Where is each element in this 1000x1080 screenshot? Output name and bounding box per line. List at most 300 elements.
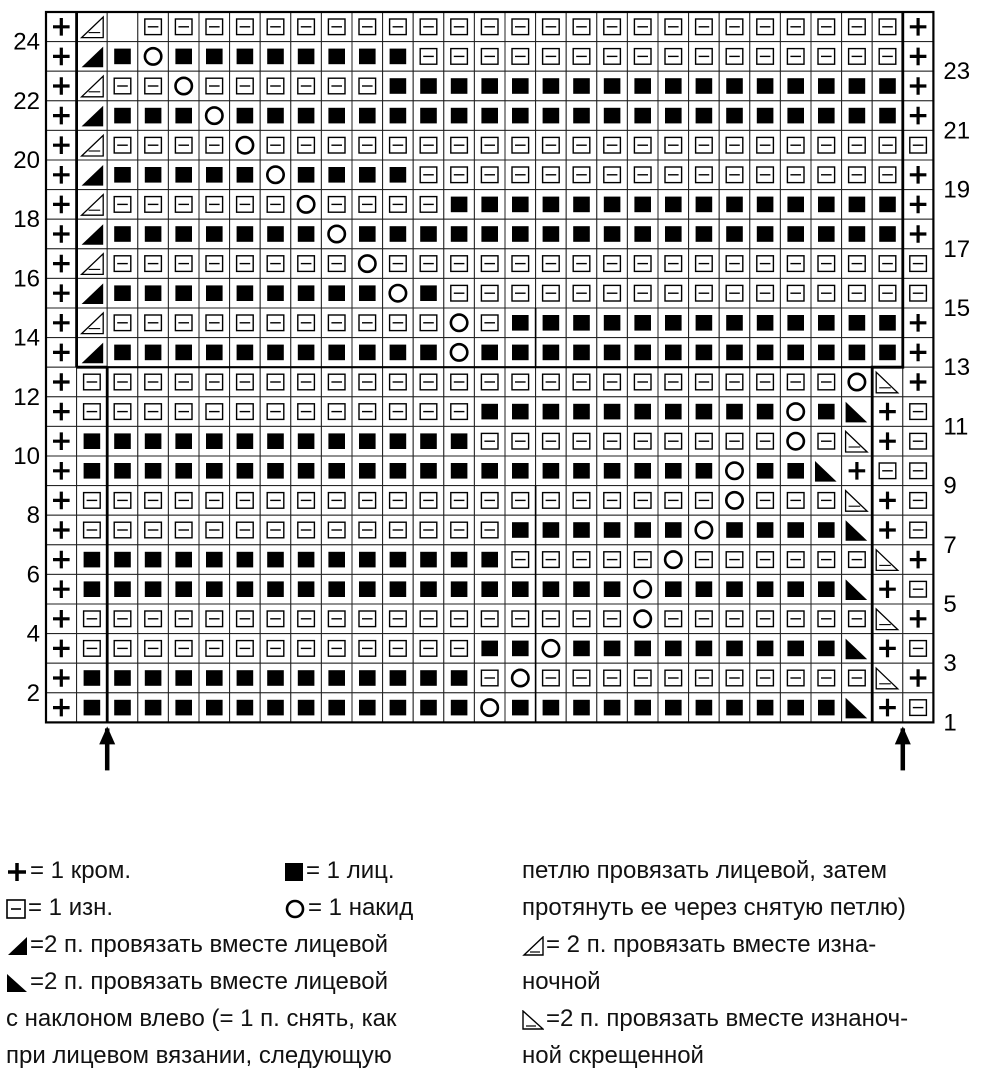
yarn-over-cell	[138, 42, 169, 72]
knit-stitch-cell	[566, 693, 597, 723]
purl-stitch-cell	[719, 12, 750, 42]
knit-stitch-cell	[597, 634, 628, 664]
purl-stitch-cell	[750, 426, 781, 456]
purl-stitch-cell	[566, 249, 597, 279]
legend-skp-text-2: с наклоном влево (= 1 п. снять, как	[6, 1005, 397, 1032]
knit-stitch-cell	[321, 456, 352, 486]
knit-stitch-cell	[566, 190, 597, 220]
knit-stitch-cell	[413, 545, 444, 575]
purl-stitch-cell	[260, 604, 291, 634]
knit-stitch-cell	[383, 219, 414, 249]
knit-stitch-cell	[719, 190, 750, 220]
knit-stitch-cell	[658, 101, 689, 131]
purl-stitch-cell	[107, 249, 138, 279]
edge-stitch-cell	[903, 308, 934, 338]
purl-stitch-cell	[413, 397, 444, 427]
knit-stitch-cell	[566, 338, 597, 368]
edge-stitch-cell	[903, 71, 934, 101]
knit-stitch-cell	[291, 219, 322, 249]
purl-stitch-cell	[352, 130, 383, 160]
purl-stitch-cell	[566, 486, 597, 516]
knit-stitch-cell	[627, 219, 658, 249]
knit-stitch-cell	[107, 663, 138, 693]
knit-stitch-cell	[750, 397, 781, 427]
purl-stitch-cell	[138, 12, 169, 42]
knit-stitch-cell	[536, 338, 567, 368]
purl-stitch-cell	[689, 160, 720, 190]
knit-stitch-cell	[536, 693, 567, 723]
purl-stitch-cell	[413, 190, 444, 220]
row-number-left: 10	[13, 443, 40, 470]
k2tog-cell	[77, 338, 108, 368]
purl-stitch-cell	[138, 249, 169, 279]
purl-stitch-cell	[536, 486, 567, 516]
purl-stitch-cell	[872, 42, 903, 72]
purl-stitch-cell	[750, 486, 781, 516]
knit-stitch-cell	[230, 545, 261, 575]
purl-stitch-cell	[230, 190, 261, 220]
knit-stitch-cell	[658, 308, 689, 338]
purl-stitch-cell	[536, 12, 567, 42]
legend-edge-text: = 1 кром.	[30, 857, 132, 884]
purl-stitch-cell	[260, 367, 291, 397]
purl-stitch-cell	[474, 367, 505, 397]
purl-stitch-cell	[505, 426, 536, 456]
p2tog-tbl-cell	[842, 486, 873, 516]
purl-stitch-cell	[138, 486, 169, 516]
knit-stitch-cell	[505, 219, 536, 249]
purl-stitch-cell	[780, 249, 811, 279]
edge-stitch-cell	[872, 426, 903, 456]
row-number-right: 21	[943, 117, 971, 145]
purl-stitch-cell	[719, 130, 750, 160]
purl-stitch-cell	[321, 486, 352, 516]
purl-stitch-cell	[872, 160, 903, 190]
purl-stitch-cell	[413, 634, 444, 664]
purl-stitch-cell	[689, 12, 720, 42]
purl-stitch-cell	[780, 160, 811, 190]
knit-stitch-cell	[107, 574, 138, 604]
knit-stitch-cell	[627, 397, 658, 427]
knit-stitch-cell	[413, 426, 444, 456]
legend-p2tog-tbl-2	[522, 1041, 704, 1071]
row-number-right: 13	[943, 354, 971, 382]
knit-stitch-cell	[505, 190, 536, 220]
purl-stitch-cell	[230, 367, 261, 397]
purl-stitch-cell	[474, 426, 505, 456]
purl-stitch-cell	[321, 308, 352, 338]
purl-stitch-cell	[719, 160, 750, 190]
k2tog-cell	[77, 42, 108, 72]
knit-stitch-cell	[260, 545, 291, 575]
knit-stitch-cell	[260, 663, 291, 693]
purl-stitch-cell	[321, 367, 352, 397]
knit-stitch-cell	[321, 338, 352, 368]
knit-stitch-cell	[597, 190, 628, 220]
knit-stitch-cell	[230, 663, 261, 693]
knit-stitch-cell	[872, 101, 903, 131]
knit-stitch-cell	[291, 574, 322, 604]
knit-stitch-cell	[811, 397, 842, 427]
purl-stitch-cell	[597, 278, 628, 308]
row-number-left: 18	[13, 206, 40, 234]
purl-stitch-cell	[597, 545, 628, 575]
knit-stitch-cell	[750, 574, 781, 604]
edge-stitch-cell	[46, 42, 77, 72]
purl-stitch-cell	[199, 397, 230, 427]
knit-stitch-cell	[536, 456, 567, 486]
purl-stitch-cell	[77, 515, 108, 545]
knit-stitch-cell	[138, 574, 169, 604]
purl-stitch-cell	[260, 190, 291, 220]
purl-stitch-cell	[658, 12, 689, 42]
knit-stitch-cell	[658, 515, 689, 545]
knit-stitch-cell	[77, 456, 108, 486]
knit-stitch-cell	[199, 426, 230, 456]
knit-stitch-cell	[505, 634, 536, 664]
knit-stitch-cell	[719, 338, 750, 368]
purl-stitch-cell	[750, 130, 781, 160]
repeat-end-arrow	[895, 726, 911, 770]
purl-stitch-cell	[413, 160, 444, 190]
edge-stitch-cell	[46, 456, 77, 486]
purl-stitch-cell	[352, 515, 383, 545]
knit-stitch-cell	[872, 71, 903, 101]
row-number-right: 11	[943, 413, 969, 441]
legend-p2tog-tbl-text-2: ной скрещенной	[522, 1042, 704, 1069]
knit-stitch-cell	[627, 101, 658, 131]
purl-stitch-cell	[536, 545, 567, 575]
knit-stitch-cell	[383, 42, 414, 72]
purl-stitch-cell	[903, 693, 934, 723]
purl-stitch-cell	[658, 367, 689, 397]
knit-stitch-cell	[230, 160, 261, 190]
knit-stitch-cell	[566, 308, 597, 338]
knit-stitch-cell	[168, 278, 199, 308]
purl-stitch-cell	[811, 278, 842, 308]
knit-stitch-cell	[750, 308, 781, 338]
purl-stitch-cell	[291, 486, 322, 516]
purl-stitch-cell	[689, 249, 720, 279]
purl-stitch-cell	[750, 249, 781, 279]
knit-stitch-cell	[444, 574, 475, 604]
purl-stitch-cell	[903, 249, 934, 279]
knit-stitch-cell	[658, 456, 689, 486]
edge-stitch-cell	[46, 219, 77, 249]
purl-stitch-cell	[77, 604, 108, 634]
knit-stitch-cell	[597, 693, 628, 723]
knit-stitch-cell	[780, 308, 811, 338]
knit-stitch-cell	[597, 101, 628, 131]
purl-stitch-cell	[107, 190, 138, 220]
purl-stitch-cell	[199, 249, 230, 279]
purl-stitch-cell	[474, 308, 505, 338]
knit-stitch-cell	[413, 338, 444, 368]
purl-stitch-cell	[566, 426, 597, 456]
knit-stitch-cell	[352, 42, 383, 72]
edge-stitch-cell	[903, 12, 934, 42]
row-number-right: 19	[943, 176, 971, 204]
purl-stitch-cell	[352, 604, 383, 634]
knit-stitch-cell	[627, 308, 658, 338]
knit-stitch-cell	[811, 71, 842, 101]
purl-stitch-cell	[107, 130, 138, 160]
purl-stitch-cell	[689, 278, 720, 308]
purl-stitch-cell	[536, 42, 567, 72]
purl-stitch-cell	[168, 308, 199, 338]
knit-stitch-cell	[689, 190, 720, 220]
purl-stitch-cell	[107, 634, 138, 664]
purl-stitch-cell	[842, 12, 873, 42]
edge-stitch-cell	[903, 160, 934, 190]
p2tog-cell	[77, 130, 108, 160]
yarn-over-cell	[383, 278, 414, 308]
purl-stitch-cell	[597, 486, 628, 516]
purl-stitch-cell	[199, 130, 230, 160]
knit-stitch-cell	[168, 545, 199, 575]
knit-stitch-cell	[566, 574, 597, 604]
knit-stitch-cell	[383, 456, 414, 486]
knit-stitch-cell	[536, 71, 567, 101]
knit-stitch-cell	[321, 278, 352, 308]
knit-stitch-cell	[138, 693, 169, 723]
purl-stitch-cell	[842, 278, 873, 308]
edge-stitch-cell	[872, 574, 903, 604]
purl-stitch-cell	[474, 604, 505, 634]
knit-stitch-cell	[383, 663, 414, 693]
purl-stitch-cell	[138, 308, 169, 338]
p2tog-cell	[77, 190, 108, 220]
knit-stitch-cell	[321, 663, 352, 693]
purl-stitch-cell	[474, 130, 505, 160]
knit-stitch-cell	[107, 338, 138, 368]
yarn-over-cell	[505, 663, 536, 693]
purl-stitch-cell	[689, 545, 720, 575]
purl-stitch-cell	[77, 397, 108, 427]
row-number-right: 15	[943, 295, 971, 322]
knit-stitch-cell	[474, 190, 505, 220]
purl-stitch-cell	[903, 574, 934, 604]
purl-stitch-cell	[658, 42, 689, 72]
purl-stitch-cell	[321, 12, 352, 42]
knit-stitch-cell	[566, 219, 597, 249]
purl-stitch-cell	[842, 545, 873, 575]
purl-stitch-cell	[474, 160, 505, 190]
knit-stitch-cell	[413, 456, 444, 486]
knit-stitch-cell	[505, 71, 536, 101]
purl-stitch-cell	[291, 604, 322, 634]
row-number-right: 5	[943, 591, 957, 618]
purl-stitch-cell	[597, 663, 628, 693]
knit-stitch-cell	[107, 545, 138, 575]
legend-skp-4	[522, 856, 887, 886]
purl-stitch-cell	[627, 42, 658, 72]
purl-stitch-cell	[413, 515, 444, 545]
purl-stitch-cell	[597, 42, 628, 72]
purl-stitch-cell	[321, 515, 352, 545]
purl-stitch-cell	[138, 71, 169, 101]
purl-stitch-cell	[566, 42, 597, 72]
knit-stitch-cell	[199, 693, 230, 723]
edge-stitch-cell	[46, 190, 77, 220]
legend-skp-1	[6, 967, 388, 997]
knit-stitch-cell	[383, 338, 414, 368]
knit-stitch-cell	[597, 219, 628, 249]
skp-cell	[842, 397, 873, 427]
knit-stitch-cell	[474, 219, 505, 249]
knit-stitch-cell	[138, 219, 169, 249]
knit-stitch-cell	[474, 397, 505, 427]
purl-stitch-cell	[872, 12, 903, 42]
edge-stitch-cell	[46, 278, 77, 308]
purl-stitch-cell	[383, 604, 414, 634]
k2tog-cell	[77, 160, 108, 190]
p2tog-tbl-cell	[872, 367, 903, 397]
knit-stitch-cell	[872, 308, 903, 338]
edge-stitch-cell	[842, 456, 873, 486]
purl-stitch-cell	[597, 130, 628, 160]
knit-stitch-cell	[260, 426, 291, 456]
knit-stitch-cell	[107, 456, 138, 486]
knit-stitch-cell	[444, 663, 475, 693]
knit-stitch-cell	[811, 338, 842, 368]
knit-stitch-cell	[230, 456, 261, 486]
purl-stitch-cell	[505, 12, 536, 42]
yarn-over-cell	[230, 130, 261, 160]
knit-stitch-cell	[872, 219, 903, 249]
knit-stitch-cell	[566, 456, 597, 486]
knit-stitch-cell	[780, 219, 811, 249]
knit-stitch-cell	[291, 42, 322, 72]
purl-stitch-cell	[811, 249, 842, 279]
knit-stitch-cell	[750, 338, 781, 368]
p2tog-cell	[77, 71, 108, 101]
knit-stitch-cell	[352, 426, 383, 456]
yarn-over-cell	[719, 486, 750, 516]
knit-stitch-cell	[352, 338, 383, 368]
purl-stitch-cell	[780, 12, 811, 42]
row-number-right: 1	[943, 709, 957, 737]
purl-stitch-cell	[321, 190, 352, 220]
yarn-over-icon	[284, 898, 306, 920]
knit-stitch-cell	[627, 190, 658, 220]
knit-stitch-cell	[474, 545, 505, 575]
row-number-right: 17	[943, 235, 971, 263]
knit-stitch-cell	[444, 101, 475, 131]
yarn-over-cell	[689, 515, 720, 545]
purl-stitch-cell	[168, 367, 199, 397]
knit-stitch-cell	[352, 278, 383, 308]
purl-stitch-cell	[199, 634, 230, 664]
knit-stitch-cell	[536, 101, 567, 131]
knit-stitch-cell	[199, 574, 230, 604]
knit-stitch-cell	[168, 101, 199, 131]
row-number-left: 14	[13, 324, 40, 352]
purl-stitch-cell	[597, 604, 628, 634]
knit-stitch-cell	[750, 693, 781, 723]
purl-stitch-cell	[383, 190, 414, 220]
knit-stitch-cell	[627, 456, 658, 486]
knit-stitch-cell	[260, 219, 291, 249]
row-number-right: 7	[943, 531, 957, 559]
edge-stitch-cell	[903, 545, 934, 575]
purl-stitch-cell	[413, 604, 444, 634]
knit-stitch-cell	[77, 426, 108, 456]
purl-stitch-cell	[719, 278, 750, 308]
knit-stitch-cell	[321, 693, 352, 723]
knit-stitch-cell	[505, 515, 536, 545]
knit-stitch-cell	[842, 190, 873, 220]
knit-stitch-cell	[780, 693, 811, 723]
purl-stitch-cell	[719, 249, 750, 279]
yarn-over-cell	[780, 426, 811, 456]
knit-stitch-cell	[291, 160, 322, 190]
purl-stitch-cell	[627, 12, 658, 42]
p2tog-cell	[77, 249, 108, 279]
purl-stitch-cell	[811, 160, 842, 190]
knit-stitch-cell	[536, 219, 567, 249]
knit-stitch-cell	[444, 219, 475, 249]
purl-stitch-cell	[138, 130, 169, 160]
purl-stitch-cell	[536, 130, 567, 160]
purl-stitch-cell	[260, 515, 291, 545]
purl-stitch-cell	[444, 397, 475, 427]
purl-stitch-cell	[321, 130, 352, 160]
purl-stitch-cell	[383, 12, 414, 42]
knit-stitch-cell	[842, 219, 873, 249]
purl-stitch-cell	[780, 486, 811, 516]
purl-stitch-cell	[474, 12, 505, 42]
purl-stitch-cell	[505, 249, 536, 279]
legend-k2tog-text: =2 п. провязать вместе лицевой	[30, 931, 389, 958]
purl-stitch-cell	[872, 249, 903, 279]
purl-stitch-cell	[689, 42, 720, 72]
knit-stitch-cell	[719, 308, 750, 338]
row-number-right: 23	[943, 58, 971, 86]
purl-stitch-cell	[627, 249, 658, 279]
knit-stitch-cell	[689, 634, 720, 664]
purl-stitch-cell	[811, 130, 842, 160]
purl-stitch-cell	[536, 160, 567, 190]
knit-stitch-cell	[199, 338, 230, 368]
purl-stitch-cell	[77, 486, 108, 516]
edge-stitch-icon	[6, 861, 28, 883]
purl-stitch-cell	[627, 278, 658, 308]
row-number-right: 9	[943, 472, 957, 500]
edge-stitch-cell	[872, 515, 903, 545]
purl-stitch-cell	[138, 367, 169, 397]
purl-stitch-cell	[352, 190, 383, 220]
knit-stitch-cell	[107, 42, 138, 72]
k2tog-cell	[77, 219, 108, 249]
edge-stitch-cell	[46, 634, 77, 664]
purl-stitch-cell	[413, 486, 444, 516]
knit-stitch-cell	[597, 71, 628, 101]
purl-stitch-cell	[383, 130, 414, 160]
purl-stitch-cell	[138, 515, 169, 545]
purl-stitch-cell	[811, 426, 842, 456]
knit-stitch-cell	[352, 574, 383, 604]
knit-stitch-cell	[138, 160, 169, 190]
knit-stitch-cell	[413, 693, 444, 723]
knit-stitch-cell	[383, 71, 414, 101]
purl-stitch-cell	[444, 160, 475, 190]
knit-stitch-cell	[321, 160, 352, 190]
purl-stitch-cell	[689, 367, 720, 397]
purl-stitch-cell	[872, 278, 903, 308]
purl-stitch-cell	[597, 160, 628, 190]
knit-stitch-cell	[505, 338, 536, 368]
